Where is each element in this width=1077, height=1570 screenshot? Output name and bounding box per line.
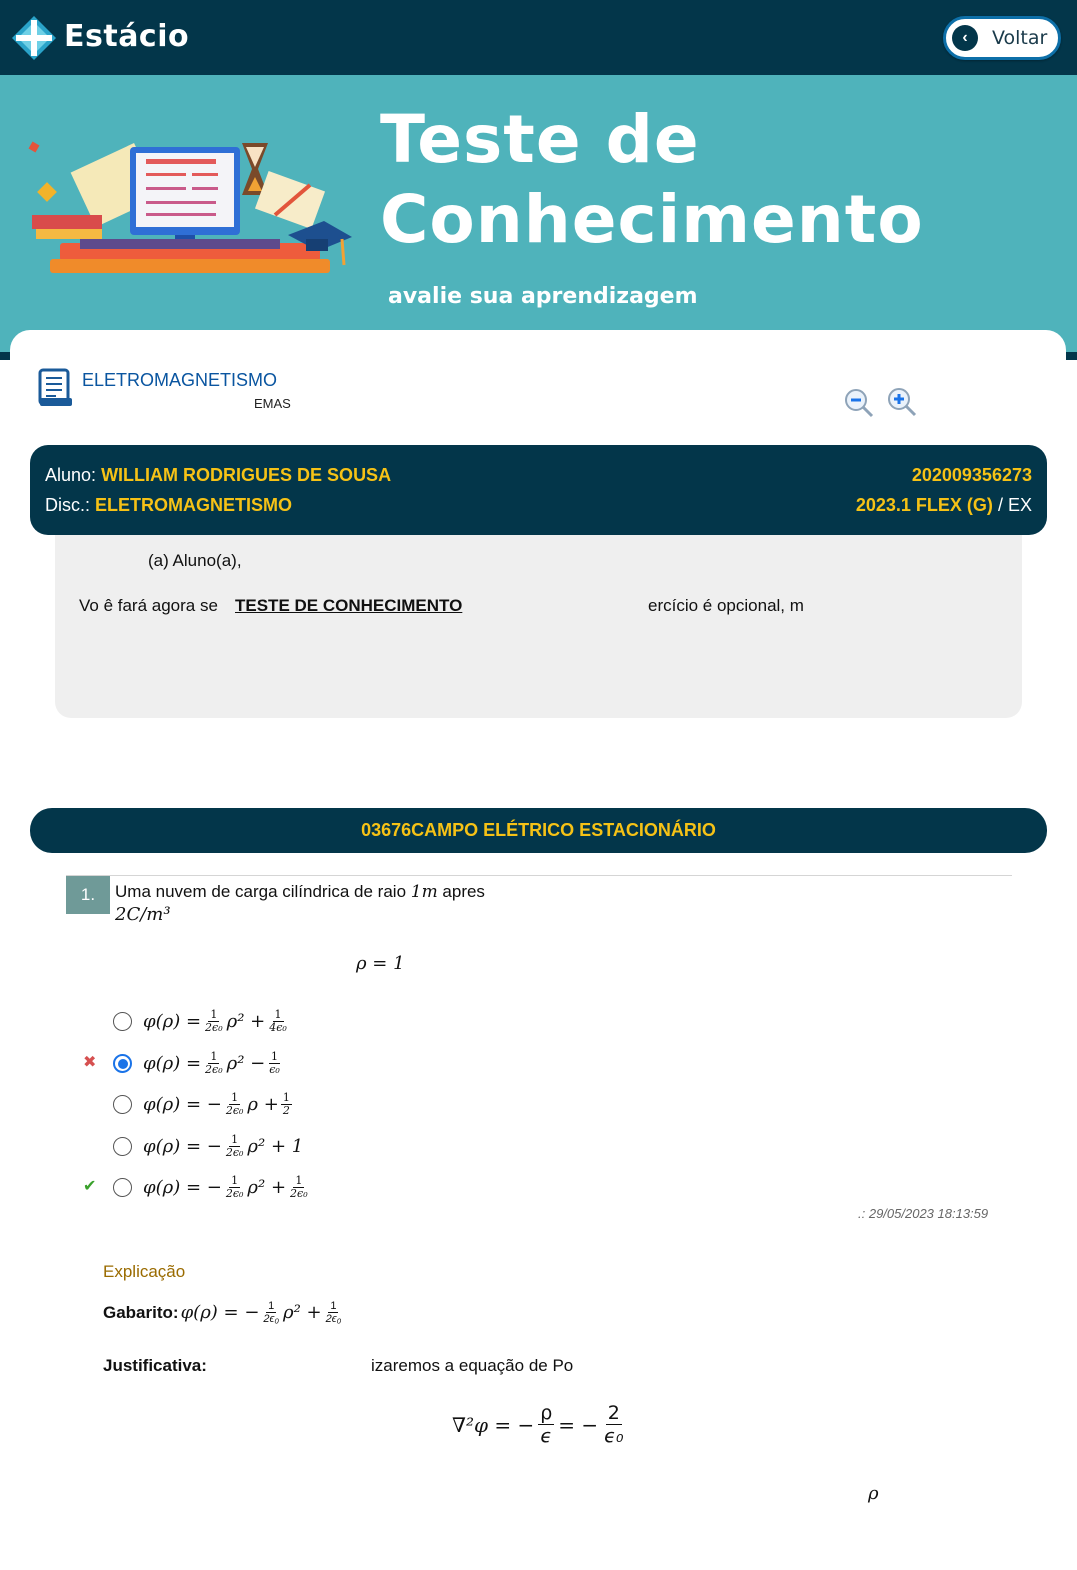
course-code: EMAS <box>254 396 291 411</box>
answer-key-frac1-num: 1 <box>268 1300 275 1312</box>
answer-formula-frac2-den: 2ϵ₀ <box>290 1186 308 1200</box>
poisson-eq: = − <box>558 1412 599 1437</box>
course-title: ELETROMAGNETISMO <box>82 370 278 390</box>
answer-key-frac1-den: 2ϵ₀ <box>263 1313 280 1325</box>
poisson-frac2-den: ϵ₀ <box>604 1425 624 1447</box>
poisson-lhs: ∇²φ = − <box>452 1412 535 1437</box>
answer-formula <box>143 1134 303 1159</box>
answer-formula-frac1-den: 2ϵ₀ <box>205 1062 223 1076</box>
notice-box <box>55 535 1022 718</box>
answer-option[interactable] <box>113 1087 294 1121</box>
document-icon <box>38 368 74 408</box>
answer-formula-frac1-num: 1 <box>231 1173 239 1187</box>
topic-label: 03676CAMPO ELÉTRICO ESTACIONÁRIO <box>361 820 716 840</box>
answer-option[interactable] <box>113 1129 303 1163</box>
class-separator: / <box>997 495 1003 515</box>
answer-radio[interactable] <box>113 1054 132 1073</box>
answer-key <box>103 1300 345 1325</box>
question-density: 2C/m³ <box>115 904 171 925</box>
answer-formula-frac2 <box>288 1175 310 1200</box>
discipline-name: ELETROMAGNETISMO <box>95 495 293 515</box>
answer-formula <box>143 1092 294 1117</box>
answer-key-lhs: φ(ρ) = − <box>180 1302 260 1323</box>
answer-formula-lhs: φ(ρ) = <box>143 1052 202 1074</box>
answer-radio[interactable] <box>113 1095 132 1114</box>
answer-formula <box>143 1175 312 1200</box>
answer-key-frac2 <box>324 1300 344 1325</box>
answer-formula-frac1 <box>224 1134 246 1159</box>
notice-highlight: TESTE DE CONHECIMENTO <box>235 596 463 615</box>
answer-formula-frac1 <box>203 1009 225 1034</box>
student-name-row <box>45 465 391 486</box>
answer-formula-frac1-num: 1 <box>231 1132 239 1146</box>
answer-formula-frac2-num: 1 <box>295 1173 303 1187</box>
answer-formula-lhs: φ(ρ) = − <box>143 1093 222 1115</box>
student-id: 202009356273 <box>911 465 1032 485</box>
aluno-label: Aluno: <box>45 465 97 485</box>
answer-formula-frac1 <box>224 1092 246 1117</box>
notice-text-end: ercício é opcional, m <box>648 596 804 615</box>
notice-text-start: Vo ê fará agora se <box>79 596 218 615</box>
answer-formula <box>143 1051 284 1076</box>
poisson-frac2 <box>602 1402 625 1447</box>
answer-formula-frac2-num: 1 <box>271 1049 279 1063</box>
answer-formula <box>143 1009 291 1034</box>
back-button[interactable] <box>943 16 1061 60</box>
answer-formula-frac2 <box>281 1092 292 1117</box>
answer-formula-frac1-den: 2ϵ₀ <box>225 1103 244 1117</box>
back-button-label: Voltar <box>992 27 1048 49</box>
banner-title <box>380 100 924 260</box>
answer-radio[interactable] <box>113 1137 132 1156</box>
zoom-in-icon[interactable] <box>886 386 918 418</box>
banner-subtitle: avalie sua aprendizagem <box>388 284 698 309</box>
student-info-bar <box>30 445 1047 535</box>
trailing-symbol: ρ <box>868 1483 879 1504</box>
banner-title-line1: Teste de <box>380 101 700 178</box>
question-text-prefix: Uma nuvem de carga cilíndrica de raio <box>115 882 411 901</box>
poisson-frac1-den: ϵ <box>540 1425 553 1447</box>
justification-label: Justificativa: <box>103 1356 207 1375</box>
answer-formula-frac2 <box>267 1009 289 1034</box>
class-suffix: EX <box>1007 495 1032 515</box>
student-name: WILLIAM RODRIGUES DE SOUSA <box>101 465 392 485</box>
brand-name: Estácio <box>64 19 190 54</box>
answer-formula-lhs: φ(ρ) = <box>143 1010 202 1032</box>
class-info <box>856 495 1032 516</box>
answer-key-frac2-den: 2ϵ₀ <box>325 1313 342 1325</box>
answer-formula-mid: ρ + <box>247 1093 279 1115</box>
question-text <box>115 882 485 902</box>
poisson-frac2-num: 2 <box>607 1402 620 1424</box>
poisson-equation <box>452 1402 629 1447</box>
wrong-mark-icon: ✖ <box>83 1054 97 1071</box>
topic-header <box>30 808 1047 853</box>
answer-formula-mid: ρ² + <box>226 1010 266 1032</box>
answer-radio[interactable] <box>113 1012 132 1031</box>
answer-key-label: Gabarito: <box>103 1302 179 1322</box>
answer-formula-frac2-den: ϵ₀ <box>269 1062 280 1076</box>
answer-formula-frac1-den: 2ϵ₀ <box>225 1145 244 1159</box>
answer-formula-frac1 <box>224 1175 246 1200</box>
answer-formula-mid: ρ² + <box>247 1176 287 1198</box>
answer-option[interactable] <box>113 1046 284 1080</box>
answer-option[interactable] <box>113 1004 291 1038</box>
study-illustration-icon <box>20 125 360 285</box>
correct-mark-icon: ✔ <box>83 1178 97 1195</box>
answer-key-frac1 <box>261 1300 281 1325</box>
top-bar <box>0 0 1077 75</box>
answer-formula-lhs: φ(ρ) = − <box>143 1176 222 1198</box>
answer-key-frac2-num: 1 <box>330 1300 337 1312</box>
question-text-suffix: apres <box>437 882 485 901</box>
answer-timestamp: .: 29/05/2023 18:13:59 <box>858 1206 989 1221</box>
answer-radio[interactable] <box>113 1178 132 1197</box>
answer-formula-frac1-num: 1 <box>210 1049 218 1063</box>
disc-label: Disc.: <box>45 495 90 515</box>
answer-formula-mid: ρ² − <box>226 1052 266 1074</box>
question-divider <box>66 875 1012 876</box>
banner-title-line2: Conhecimento <box>380 181 924 258</box>
answer-formula-frac2-den: 4ϵ₀ <box>269 1020 287 1034</box>
answer-formula-frac2-den: 2 <box>282 1103 290 1117</box>
answer-formula-lhs: φ(ρ) = − <box>143 1135 222 1157</box>
answer-formula-frac1-den: 2ϵ₀ <box>205 1020 223 1034</box>
answer-formula-frac2-num: 1 <box>282 1090 290 1104</box>
estacio-logo-icon <box>10 14 58 62</box>
explanation-title: Explicação <box>103 1262 186 1281</box>
answer-formula-frac2-num: 1 <box>274 1007 282 1021</box>
answer-formula-mid: ρ² + 1 <box>247 1135 304 1157</box>
answer-option[interactable] <box>113 1170 312 1204</box>
question-radius: 1m <box>410 882 438 902</box>
chevron-left-icon: ‹ <box>952 25 978 51</box>
answer-formula-frac1 <box>203 1051 225 1076</box>
notice-greeting: (a) Aluno(a), <box>148 551 242 570</box>
answer-formula-frac2 <box>267 1051 282 1076</box>
question-number: 1. <box>66 876 110 914</box>
answer-formula-frac1-num: 1 <box>210 1007 218 1021</box>
zoom-out-icon[interactable] <box>843 387 875 419</box>
answer-formula-frac1-den: 2ϵ₀ <box>225 1186 244 1200</box>
discipline-row <box>45 495 292 516</box>
justification-text: izaremos a equação de Po <box>371 1356 574 1375</box>
answer-formula-frac1-num: 1 <box>231 1090 239 1104</box>
poisson-frac1 <box>538 1402 554 1447</box>
answer-key-mid: ρ² + <box>283 1302 322 1323</box>
question-condition: ρ = 1 <box>356 953 405 974</box>
poisson-frac1-num: ρ <box>540 1402 553 1424</box>
class-code: 2023.1 FLEX (G) <box>855 495 993 515</box>
